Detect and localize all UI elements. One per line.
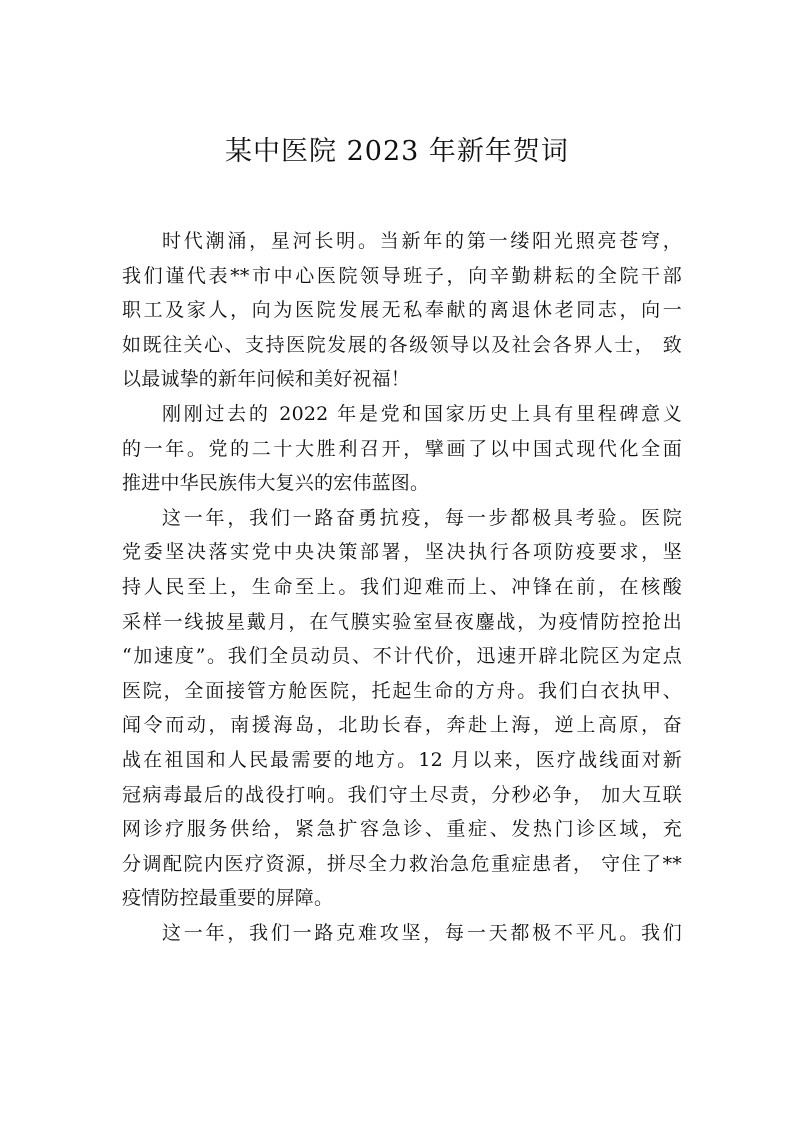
paragraph-line: 医院，全面接管方舱医院，托起生命的方舟。我们白衣执甲、: [122, 679, 682, 702]
paragraph-line: 持人民至上，生命至上。我们迎难而上、冲锋在前，在核酸: [122, 575, 682, 598]
paragraph-overcoming: [122, 916, 682, 951]
paragraph-line: 刚刚过去的 2022 年是党和国家历史上具有里程碑意义: [162, 402, 682, 425]
paragraph-line: 我们谨代表**市中心医院领导班子，向辛勤耕耘的全院干部: [122, 264, 682, 287]
paragraph-line: 分调配院内医疗资源，拼尽全力救治急危重症患者， 守住了**: [122, 852, 682, 875]
document-title: 某中医院 2023 年新年贺词: [225, 136, 569, 167]
paragraph-line: 以最诚挚的新年问候和美好祝福！: [122, 368, 411, 391]
paragraph-line: 职工及家人，向为医院发展无私奉献的离退休老同志，向一: [122, 299, 682, 322]
paragraph-line: 采样一线披星戴月，在气膜实验室昼夜鏖战，为疫情防控抢出: [122, 610, 682, 633]
paragraph-2022: [122, 397, 682, 501]
paragraph-line: 冠病毒最后的战役打响。我们守土尽责，分秒必争， 加大互联: [122, 783, 682, 806]
paragraph-line: 如既往关心、支持医院发展的各级领导以及社会各界人士， 致: [122, 333, 682, 356]
paragraph-line: 这一年，我们一路克难攻坚，每一天都极不平凡。我们: [162, 921, 682, 944]
paragraph-line: 的一年。党的二十大胜利召开，擘画了以中国式现代化全面: [122, 437, 682, 460]
paragraph-line: 闻令而动，南援海岛，北助长春，奔赴上海，逆上高原，奋: [122, 714, 682, 737]
paragraph-line: 疫情防控最重要的屏障。: [122, 887, 334, 910]
paragraph-line: 党委坚决落实党中央决策部署，坚决执行各项防疫要求，坚: [122, 541, 682, 564]
paragraph-line: 网诊疗服务供给，紧急扩容急诊、重症、发热门诊区域，充: [122, 818, 682, 841]
paragraph-line: 推进中华民族伟大复兴的宏伟蓝图。: [122, 472, 430, 495]
paragraph-line: 时代潮涌，星河长明。当新年的第一缕阳光照亮苍穹，: [162, 230, 682, 252]
paragraph-line: 战在祖国和人民最需要的地方。12 月以来，医疗战线面对新: [122, 748, 682, 771]
paragraph-greeting: [122, 224, 682, 397]
document-body: [122, 224, 682, 950]
paragraph-anti-epidemic: [122, 501, 682, 916]
paragraph-line: “加速度”。我们全员动员、不计代价，迅速开辟北院区为定点: [122, 645, 682, 668]
paragraph-line: 这一年，我们一路奋勇抗疫，每一步都极具考验。医院: [162, 506, 682, 529]
